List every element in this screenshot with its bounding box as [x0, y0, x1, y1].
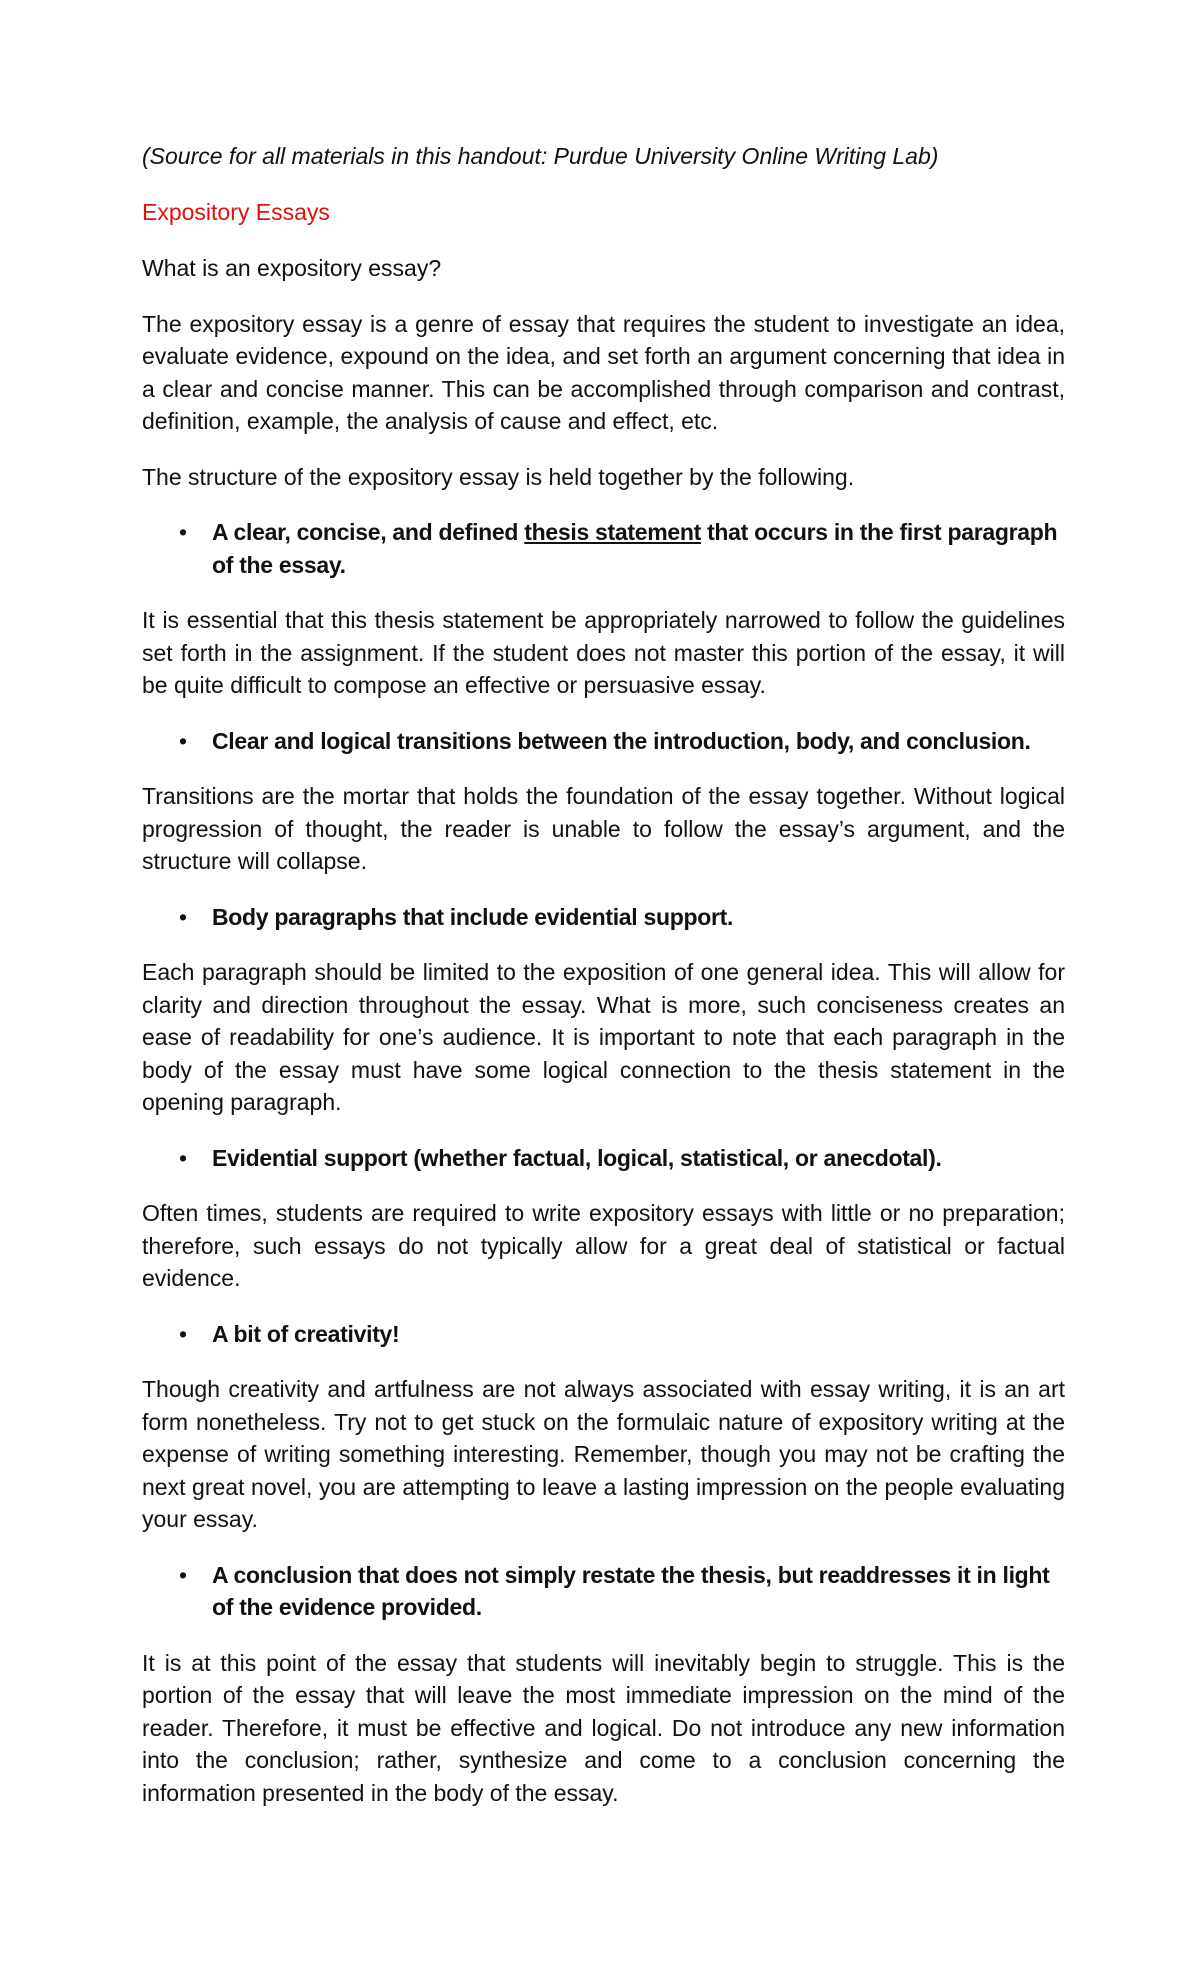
bullet-glyph: • — [179, 727, 187, 754]
document-title: Expository Essays — [142, 199, 330, 225]
bullet-body-paragraphs — [142, 901, 1065, 934]
bullet-text-after: that occurs in the first paragraph of the essay. — [212, 519, 1058, 578]
body-paragraphs-paragraph: Each paragraph should be limited to the exposition of one general idea. This will allow for clarity and direction throughout the essay. What is more, such conciseness creates an ease of readability for one’s audience. It is important to note that each paragraph in the body of the essay must have some logical connection to the thesis statement in the opening paragraph. — [142, 959, 1065, 1115]
bullet-glyph: • — [179, 519, 187, 545]
bullet-conclusion — [142, 1559, 1065, 1624]
bullet-text: Clear and logical transitions between the introduction, body, and conclusion. — [212, 727, 1031, 754]
bullet-transitions — [142, 725, 1065, 758]
document-page — [142, 140, 1065, 1832]
bullet-glyph: • — [179, 903, 187, 930]
conclusion-paragraph: It is at this point of the essay that students will inevitably begin to struggle. This is the portion of the essay that will leave the most immediate impression on the mind of the reader. Therefore, it must be effective and logical. Do not introduce any new information into the conclusion; rather, synthesize and come to a conclusion concerning the information presented in the body of the essay. — [142, 1649, 1065, 1806]
bullet-glyph: • — [179, 1561, 187, 1588]
bullet-text: Body paragraphs that include evidential support. — [212, 903, 734, 930]
transitions-paragraph: Transitions are the mortar that holds the foundation of the essay together. Without logical progression of thought, the reader is unable to follow the essay’s argument, and the structure will collapse. — [142, 783, 1065, 874]
bullet-text: Evidential support (whether factual, logical, statistical, or anecdotal). — [212, 1144, 942, 1171]
bullet-text: A conclusion that does not simply restate the thesis, but readdresses it in light of the evidence provided. — [212, 1561, 1050, 1620]
bullet-glyph: • — [179, 1144, 187, 1171]
bullet-list-4 — [142, 1142, 1065, 1175]
source-note: (Source for all materials in this handout: Purdue University Online Writing Lab) — [142, 143, 939, 169]
bullet-list-2 — [142, 725, 1065, 758]
bullet-glyph: • — [179, 1320, 187, 1347]
bullet-text: A bit of creativity! — [212, 1320, 400, 1347]
bullet-list-6 — [142, 1559, 1065, 1624]
structure-intro: The structure of the expository essay is held together by the following. — [142, 463, 855, 490]
question-heading: What is an expository essay? — [142, 255, 442, 281]
thesis-paragraph: It is essential that this thesis statement be appropriately narrowed to follow the guidelines set forth in the assignment. If the student does not master this portion of the essay, it will be quite difficult to compose an effective or persuasive essay. — [142, 607, 1065, 698]
bullet-list-3 — [142, 901, 1065, 934]
bullet-evidential-support — [142, 1142, 1065, 1175]
bullet-list-5 — [142, 1318, 1065, 1351]
thesis-statement-term: thesis statement — [524, 519, 701, 545]
creativity-paragraph: Though creativity and artfulness are not always associated with essay writing, it is an art form nonetheless. Try not to get stuck on the formulaic nature of expository writing at the expense of writing something interesting. Remember, though you may not be crafting the next great novel, you are attempting to leave a lasting impression on the people evaluating your essay. — [142, 1376, 1065, 1532]
bullet-thesis-statement — [142, 516, 1065, 581]
bullet-text-before: A clear, concise, and defined — [212, 519, 525, 545]
bullet-list-1 — [142, 516, 1065, 581]
intro-paragraph: The expository essay is a genre of essay that requires the student to investigate an idea, evaluate evidence, expound on the idea, and set forth an argument concerning that idea in a clear and concise manner. This can be accomplished through comparison and contrast, definition, example, the analysis of cause and effect, etc. — [142, 310, 1065, 434]
bullet-creativity — [142, 1318, 1065, 1351]
evidential-support-paragraph: Often times, students are required to write expository essays with little or no preparation; therefore, such essays do not typically allow for a great deal of statistical or factual evidence. — [142, 1200, 1065, 1291]
